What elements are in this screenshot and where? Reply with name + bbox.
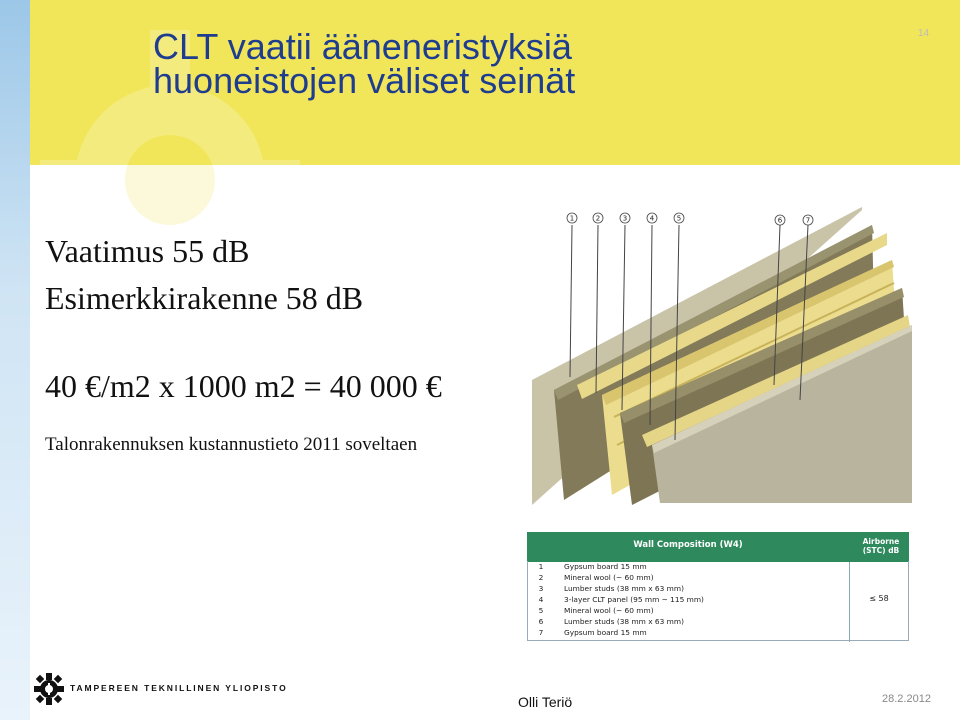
- title-line-1: CLT vaatii ääneneristyksiä: [153, 26, 572, 67]
- slide-number: 14: [918, 28, 930, 39]
- callout-1: 1: [569, 214, 575, 223]
- header-airborne: Airborne (STC) dB: [862, 537, 900, 555]
- header-composition: Wall Composition (W4): [633, 540, 743, 550]
- side-strip: [0, 0, 30, 720]
- source-text: Talonrakennuksen kustannustieto 2011 soveltaen: [45, 434, 418, 455]
- example-structure-text: Esimerkkirakenne 58 dB: [45, 280, 364, 316]
- callout-2: 2: [595, 214, 601, 223]
- institution-name: TAMPEREEN TEKNILLINEN YLIOPISTO: [70, 683, 288, 693]
- callout-6: 6: [777, 216, 783, 225]
- wall-section-image: [502, 185, 938, 510]
- table-row: 4 3-layer CLT panel (95 mm ~ 115 mm): [538, 595, 704, 604]
- callout-3: 3: [622, 214, 628, 223]
- table-row: 1 Gypsum board 15 mm: [538, 562, 647, 571]
- table-row: 2 Mineral wool (~ 60 mm): [538, 573, 654, 582]
- cost-calculation-text: 40 €/m2 x 1000 m2 = 40 000 €: [45, 368, 442, 404]
- table-row: 6 Lumber studs (38 mm x 63 mm): [538, 617, 684, 626]
- table-row: 3 Lumber studs (38 mm x 63 mm): [538, 584, 684, 593]
- date: 28.2.2012: [882, 693, 931, 705]
- table-header: [527, 532, 909, 562]
- table-row: 5 Mineral wool (~ 60 mm): [538, 606, 654, 615]
- requirement-text: Vaatimus 55 dB: [45, 233, 250, 269]
- callout-4: 4: [649, 214, 655, 223]
- university-logo-icon: [34, 672, 64, 706]
- callout-7: 7: [805, 216, 811, 225]
- author: Olli Teriö: [518, 694, 573, 710]
- stc-value: ≤ 58: [869, 594, 889, 603]
- callout-5: 5: [676, 214, 682, 223]
- slide-title: [153, 26, 576, 101]
- wall-composition-table: [527, 532, 909, 642]
- title-line-2: huoneistojen väliset seinät: [153, 60, 576, 101]
- table-row: 7 Gypsum board 15 mm: [538, 628, 647, 637]
